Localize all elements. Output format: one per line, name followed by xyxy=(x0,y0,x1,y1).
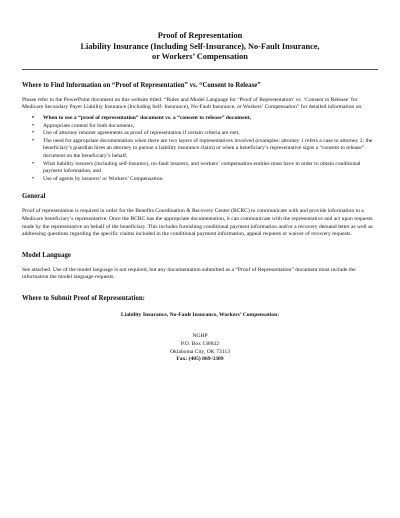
model-language-body: See attached. Use of the model language is not required, but any documentation submitted as a “Proof of Representation” document must include the information the model language requests. xyxy=(22,266,356,281)
where-to-find-intro: Please refer to the PowerPoint document on this website titled: “Rules and Model Language for ‘Proof of Representation’ vs. ‘Consent to Release’ for Medicare Secondary Payer Liability Insurance (Including Self- Insurance), No-Fault Insurance, or Workers’ Compensation” for detailed information on: xyxy=(22,96,363,111)
list-item: • When to use a “proof of representation” document vs. a “consent to release” document, xyxy=(43,115,378,123)
title-divider xyxy=(22,69,378,70)
submit-subheading: Liability Insurance, No-Fault Insurance, Workers’ Compensation: xyxy=(120,311,280,318)
list-item: • Use of attorney retainer agreements as proof of representation if certain criteria are met, xyxy=(43,130,378,138)
topic-list xyxy=(22,115,378,183)
where-to-find-heading: Where to Find Information on “Proof of Representation” vs. “Consent to Release” xyxy=(22,81,261,89)
where-to-submit-heading: Where to Submit Proof of Representation: xyxy=(22,294,145,302)
title-line-2: Liability Insurance (Including Self-Insurance), No-Fault Insurance, xyxy=(80,41,320,51)
mailing-address xyxy=(22,333,378,363)
title-line-1: Proof of Representation xyxy=(157,31,243,40)
address-city: Oklahoma City, OK 73113 xyxy=(169,348,231,355)
list-item: • The need for appropriate documentation when there are two layers of representatives involved (examples: attorney 1 refers a case to attorney 2; the beneficiary’s guardian hires an attorney to pursue a liability insurance claim) or when a beneficiary’s representative signs a “consent to release” document on the beneficiary’s behalf, xyxy=(43,138,378,161)
general-body: Proof of representation is required in order for the Benefits Coordination & Recovery Center (BCRC) to communicate with and provide information to a Medicare beneficiary’s representative. Once the BCRC has the appropriate documentation, it can communicate with the representative and act upon requests made by the representative on behalf of the beneficiary. This includes furnishing conditional payment information and/or a recovery demand letter as well as addressing questions regarding the specific claims included in the conditional payment information, appeal requests or waiver of recovery requests. xyxy=(22,208,373,238)
list-item: • What liability insurers (including self-insurers), no-fault insurers, and workers’ compensation entities must have in order to obtain conditional payment information, and xyxy=(43,161,378,176)
general-heading: General xyxy=(22,193,46,201)
list-item: • Appropriate content for both documents, xyxy=(43,123,378,131)
address-name: NGHP xyxy=(192,333,208,340)
document-title xyxy=(22,0,378,63)
model-language-heading: Model Language xyxy=(22,251,71,259)
list-item: • Use of agents by insurers’ or Workers’ Compensation. xyxy=(43,176,378,184)
address-fax: Fax: (405) 869-3309 xyxy=(176,356,224,363)
title-line-3: or Workers’ Compensation xyxy=(152,52,248,62)
address-po-box: P.O. Box 138832 xyxy=(180,341,220,348)
